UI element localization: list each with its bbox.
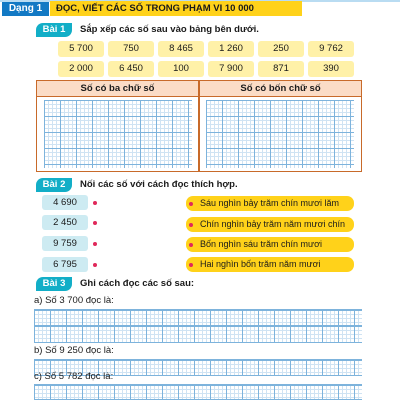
match-number: 4 690	[42, 195, 88, 210]
match-dot[interactable]	[189, 223, 193, 227]
number-card: 5 700	[58, 41, 104, 57]
match-number: 6 795	[42, 257, 88, 272]
ex2-instruction: Nối các số với cách đọc thích hợp.	[80, 179, 238, 190]
number-card: 7 900	[208, 61, 254, 77]
number-card: 8 465	[158, 41, 204, 57]
match-number: 9 759	[42, 236, 88, 251]
ex1-instruction: Sắp xếp các số sau vào bảng bên dưới.	[80, 24, 259, 35]
table-header-three-digit: Số có ba chữ số	[37, 81, 198, 97]
number-card: 750	[108, 41, 154, 57]
number-card: 6 450	[108, 61, 154, 77]
match-reading: Sáu nghìn bảy trăm chín mươi lăm	[186, 196, 354, 211]
match-dot[interactable]	[93, 263, 97, 267]
match-dot[interactable]	[93, 201, 97, 205]
match-dot[interactable]	[93, 242, 97, 246]
table-header-four-digit: Số có bốn chữ số	[200, 81, 361, 97]
section-title: ĐỌC, VIẾT CÁC SỐ TRONG PHẠM VI 10 000	[50, 1, 302, 16]
match-reading: Chín nghìn bảy trăm năm mươi chín	[186, 217, 354, 232]
number-card: 1 260	[208, 41, 254, 57]
match-number: 2 450	[42, 215, 88, 230]
answer-line-a[interactable]	[34, 309, 362, 326]
question-a: a) Số 3 700 đọc là:	[34, 295, 114, 306]
answer-line-c[interactable]	[34, 384, 362, 400]
grid-four-digit[interactable]	[206, 100, 354, 168]
match-reading: Hai nghìn bốn trăm năm mươi	[186, 257, 354, 272]
number-card: 2 000	[58, 61, 104, 77]
table-divider	[198, 80, 200, 172]
answer-line-a-2[interactable]	[34, 326, 362, 343]
number-card: 250	[258, 41, 304, 57]
grid-three-digit[interactable]	[44, 100, 192, 168]
match-dot[interactable]	[189, 202, 193, 206]
number-card: 100	[158, 61, 204, 77]
number-card: 390	[308, 61, 354, 77]
match-dot[interactable]	[189, 263, 193, 267]
number-card: 871	[258, 61, 304, 77]
ex1-badge: Bài 1	[36, 23, 72, 37]
ex3-instruction: Ghi cách đọc các số sau:	[80, 278, 195, 289]
section-tag: Dạng 1	[2, 2, 49, 16]
question-b: b) Số 9 250 đọc là:	[34, 345, 114, 356]
question-c: c) Số 5 782 đọc là:	[34, 371, 114, 382]
ex2-badge: Bài 2	[36, 178, 72, 192]
match-reading: Bốn nghìn sáu trăm chín mươi	[186, 237, 354, 252]
ex3-badge: Bài 3	[36, 277, 72, 291]
number-card: 9 762	[308, 41, 354, 57]
match-dot[interactable]	[189, 243, 193, 247]
match-dot[interactable]	[93, 221, 97, 225]
